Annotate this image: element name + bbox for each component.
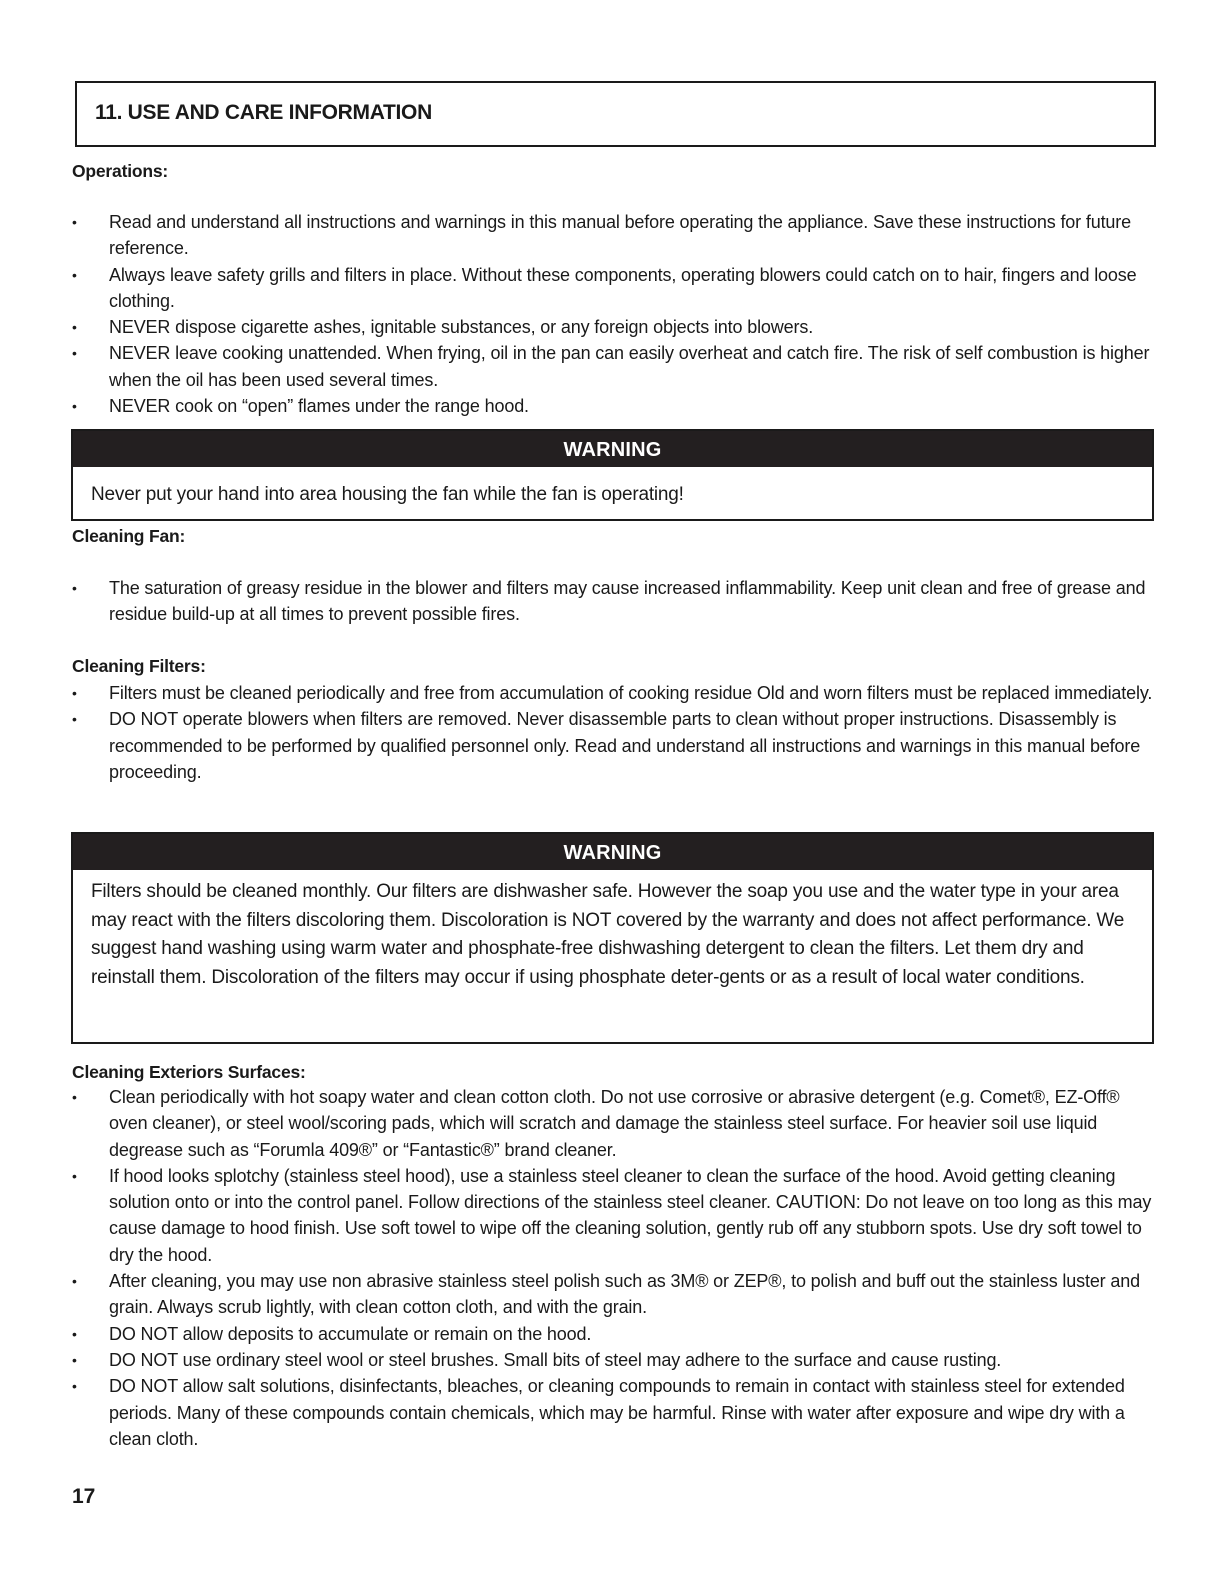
list-item: • Filters must be cleaned periodically and free from accumulation of cooking residue Old and worn filters must be replaced immediately. (72, 680, 1162, 706)
bullet: • (72, 685, 77, 701)
list-item: • Read and understand all instructions and warnings in this manual before operating the appliance. Save these instructions for future reference. (72, 209, 1162, 262)
page-number: 17 (72, 1485, 96, 1508)
warning-text: Filters should be cleaned monthly. Our filters are dishwasher safe. However the soap you use and the water type in your area may react with the filters discoloring them. Discoloration is NOT covered by the warranty and does not affect performance. We suggest hand washing using warm water and phosphate-free dishwashing detergent to clean the filters. Let them dry and reinstall them. Discoloration of the filters may occur if using phosphate deter-gents or as a result of local water conditions. (91, 881, 1125, 988)
list-item: • DO NOT operate blowers when filters are removed. Never disassemble parts to clean without proper instructions. Disassembly is recommended to be performed by qualified personnel only. Read and understand all instructions and warnings in this manual before proceeding. (72, 706, 1162, 785)
cleaning-exteriors-list (72, 1084, 1162, 1452)
warning-text: Never put your hand into area housing the fan while the fan is operating! (91, 484, 684, 505)
bullet: • (72, 398, 77, 415)
cleaning-fan-list (72, 575, 1162, 628)
warning-title: WARNING (73, 431, 1152, 467)
list-item: • Clean periodically with hot soapy water and clean cotton cloth. Do not use corrosive or abrasive detergent (e.g. Comet®, EZ-Off® oven cleaner), or steel wool/scoring pads, which will scratch and damage the stainless steel surface. For heavier soil use liquid degrease such as “Forumla 409®” or “Fantastic®” brand cleaner. (72, 1084, 1162, 1163)
warning-box-filters (71, 832, 1154, 1044)
bullet: • (72, 1351, 77, 1368)
list-item: • DO NOT use ordinary steel wool or steel brushes. Small bits of steel may adhere to the surface and cause rusting. (72, 1347, 1162, 1373)
list-item: • NEVER leave cooking unattended. When frying, oil in the pan can easily overheat and catch fire. The risk of self combustion is higher when the oil has been used several times. (72, 340, 1162, 393)
warning-title: WARNING (73, 834, 1152, 870)
bullet: • (72, 266, 77, 283)
warning-box-fan (71, 429, 1154, 521)
operations-heading: Operations: (72, 161, 169, 181)
bullet: • (72, 319, 77, 336)
cleaning-exteriors-heading: Cleaning Exteriors Surfaces: (72, 1062, 306, 1082)
bullet: • (72, 1325, 77, 1342)
operations-list (72, 209, 1162, 419)
bullet: • (72, 1167, 77, 1184)
bullet: • (72, 214, 77, 230)
cleaning-filters-heading: Cleaning Filters: (72, 656, 206, 676)
cleaning-filters-list (72, 680, 1162, 785)
list-item: • NEVER cook on “open” flames under the range hood. (72, 393, 1162, 419)
list-item: • DO NOT allow deposits to accumulate or remain on the hood. (72, 1321, 1162, 1347)
bullet: • (72, 345, 77, 362)
list-item: • NEVER dispose cigarette ashes, ignitable substances, or any foreign objects into blowers. (72, 314, 1162, 340)
section-title: 11. USE AND CARE INFORMATION (95, 101, 432, 124)
list-item: • The saturation of greasy residue in the blower and filters may cause increased inflammability. Keep unit clean and free of grease and residue build-up at all times to prevent possible fires. (72, 575, 1162, 628)
section-title-box (75, 81, 1156, 147)
bullet: • (72, 1273, 77, 1290)
cleaning-fan-heading: Cleaning Fan: (72, 526, 186, 546)
list-item: • DO NOT allow salt solutions, disinfectants, bleaches, or cleaning compounds to remain in contact with stainless steel for extended periods. Many of these compounds contain chemicals, which may be harmful. Rinse with water after exposure and wipe dry with a clean cloth. (72, 1373, 1162, 1452)
bullet: • (72, 711, 77, 728)
list-item: • If hood looks splotchy (stainless steel hood), use a stainless steel cleaner to clean the surface of the hood. Avoid getting cleaning solution onto or into the control panel. Follow directions of the stainless steel cleaner. CAUTION: Do not leave on too long as this may cause damage to hood finish. Use soft towel to wipe off the cleaning solution, gently rub off any stubborn spots. Use dry soft towel to dry the hood. (72, 1163, 1162, 1268)
list-item: • Always leave safety grills and filters in place. Without these components, operating blowers could catch on to hair, fingers and loose clothing. (72, 262, 1162, 315)
bullet: • (72, 1089, 77, 1105)
bullet: • (72, 580, 77, 596)
bullet: • (72, 1378, 77, 1395)
list-item: • After cleaning, you may use non abrasive stainless steel polish such as 3M® or ZEP®, to polish and buff out the stainless luster and grain. Always scrub lightly, with clean cotton cloth, and with the grain. (72, 1268, 1162, 1321)
